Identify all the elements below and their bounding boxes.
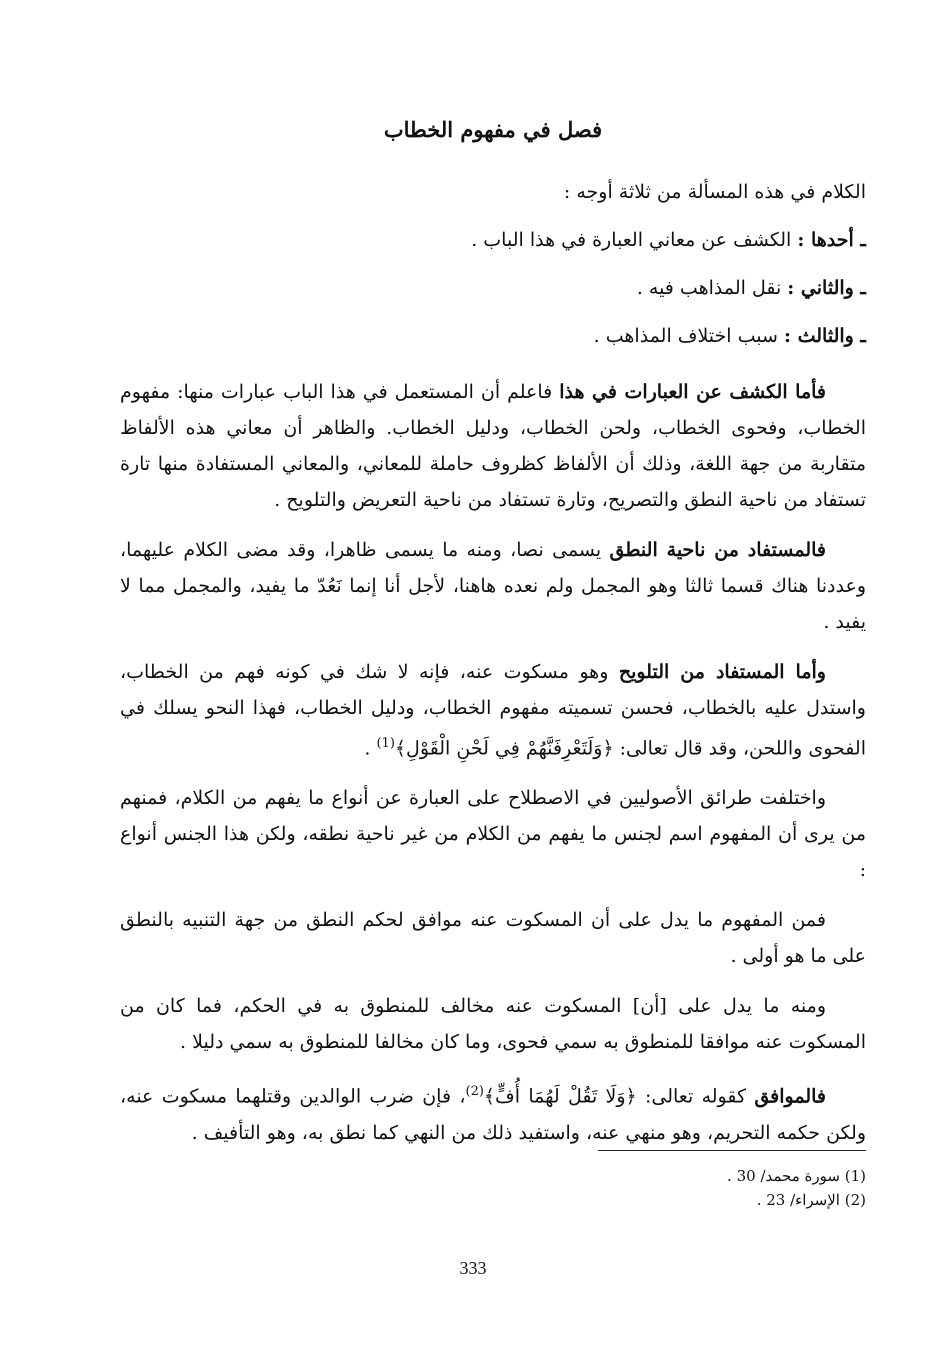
point-label: ـ أحدها : (797, 229, 866, 251)
point-item (120, 216, 866, 264)
paragraph (120, 532, 866, 640)
paragraph-lead: فالموافق (754, 1085, 826, 1108)
paragraph-text: وهو مسكوت عنه، فإنه لا شك في كونه فهم من الخطاب، واستدل عليه بالخطاب، فحسن تسميته مفهوم الخطاب، ودليل الخطاب، فهذا النحو يسلك في الفحوى واللحن، وقد قال تعالى: ﴿وَلَتَعْرِفَنَّهُمْ فِي لَحْنِ الْقَوْلِ﴾ (120, 661, 866, 760)
point-text: نقل المذاهب فيه . (636, 277, 782, 299)
intro-line: الكلام في هذه المسألة من ثلاثة أوجه : (563, 181, 866, 203)
paragraph-text: يسمى نصا، ومنه ما يسمى ظاهرا، وقد مضى الكلام عليهما، وعددنا هناك قسما ثالثا وهو المجمل ولم نعده هاهنا، لأجل أنا إنما نَعُدّ ما يفيد، والمجمل مما لا يفيد . (120, 539, 866, 633)
paragraph (120, 1074, 866, 1150)
paragraph (120, 654, 866, 766)
point-text: الكشف عن معاني العبارة في هذا الباب . (471, 229, 792, 251)
paragraph-lead: فالمستفاد من ناحية النطق (609, 539, 826, 561)
footnote-ref: (2) (465, 1084, 484, 1100)
footnote-list (120, 1164, 866, 1212)
paragraph-tail: ، فإن ضرب الوالدين وقتلهما مسكوت عنه، ولكن حكمه التحريم، وهو منهي عنه، واستفيد ذلك من النهي كما نطق به، وهو التأفيف . (120, 1085, 866, 1144)
paragraph-lead: فأما الكشف عن العبارات في هذا (559, 381, 826, 403)
point-label: ـ والثاني : (787, 277, 866, 299)
main-text (120, 112, 866, 1165)
footnote-ref: (1) (376, 736, 395, 751)
footnote: (2) الإسراء/ 23 . (756, 1191, 866, 1209)
point-label: ـ والثالث : (783, 325, 866, 347)
paragraph-text: فمن المفهوم ما يدل على أن المسكوت عنه موافق لحكم النطق من جهة التنبيه بالنطق على ما هو أولى . (120, 909, 866, 968)
paragraph-text: فاعلم أن المستعمل في هذا الباب عبارات منها: مفهوم الخطاب، وفحوى الخطاب، ولحن الخطاب، ودليل الخطاب. والظاهر أن معاني هذه الألفاظ متقاربة من جهة اللغة، وذلك أن الألفاظ كظروف حاملة للمعاني، والمعاني المستفادة منها تارة تستفاد من ناحية النطق والتصريح، وتارة تستفاد من ناحية التعريض والتلويح . (120, 381, 866, 511)
footnote-divider (598, 1150, 866, 1151)
page-number: 333 (459, 1258, 487, 1278)
point-text: سبب اختلاف المذاهب . (593, 325, 778, 347)
paragraph-lead: وأما المستفاد من التلويح (618, 661, 826, 683)
paragraph-text: ومنه ما يدل على [أن] المسكوت عنه مخالف للمنطوق به في الحكم، فما كان من المسكوت عنه موافقا للمنطوق به سمي فحوى، وما كان مخالفا للمنطوق به سمي دليلا . (120, 995, 866, 1054)
paragraph (120, 374, 866, 518)
footnote: (1) سورة محمد/ 30 . (727, 1167, 866, 1185)
paragraph-text: كقوله تعالى: ﴿وَلَا تَقُلْ لَهُمَا أُفٍّ﴾ (483, 1085, 755, 1108)
point-item (120, 312, 866, 360)
paragraph-tail: . (364, 737, 377, 760)
paragraph-text: واختلفت طرائق الأصوليين في الاصطلاح على العبارة عن أنواع ما يفهم من الكلام، فمنهم من يرى أن المفهوم اسم لجنس ما يفهم من الكلام من غير ناحية نطقه، ولكن هذا الجنس أنواع : (120, 787, 866, 882)
paragraph (120, 780, 866, 888)
paragraph (120, 988, 866, 1060)
section-title: فصل في مفهوم الخطاب (383, 117, 603, 142)
paragraph (120, 902, 866, 974)
point-item (120, 264, 866, 312)
